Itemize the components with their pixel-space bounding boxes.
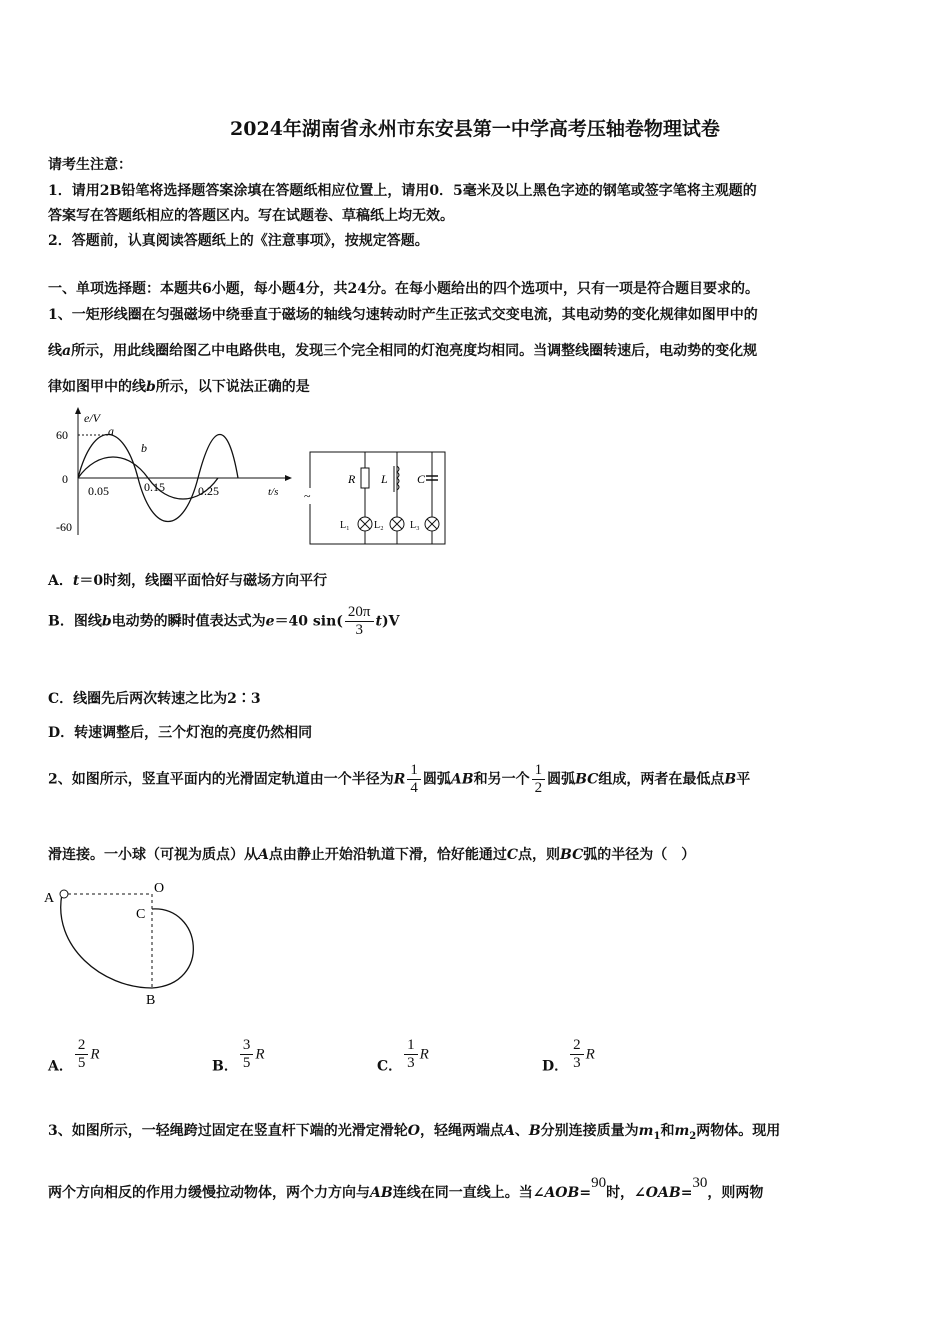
q2-option-c-num: 1 (407, 1037, 415, 1053)
q2-option-c-den: 3 (404, 1054, 418, 1072)
q3-var-m2-sub: 2 (689, 1130, 697, 1142)
q3-line1-c: 分别连接质量为 (540, 1123, 639, 1139)
q2-option-a-fraction (75, 1037, 89, 1072)
q1-option-b[interactable] (48, 604, 399, 639)
q2-option-b-label: B． (212, 1058, 238, 1075)
q2-option-d-var: R (585, 1046, 595, 1063)
q3-line1-a: 3、如图所示，一轻绳跨过固定在竖直杆下端的光滑定滑轮 (48, 1123, 408, 1139)
q2-line1 (48, 762, 750, 797)
q3-line2 (48, 1175, 764, 1202)
q3-var-AB: AB (370, 1185, 393, 1201)
q1-option-a-text: ＝0时刻，线圈平面恰好与磁场方向平行 (79, 573, 328, 589)
q3-and: 和 (660, 1123, 675, 1139)
q3-line2-d: ，则两物 (707, 1185, 764, 1201)
q2-option-d-den: 3 (570, 1054, 584, 1072)
q2-option-c[interactable] (377, 1037, 429, 1076)
q1-option-b-e: e (265, 613, 275, 630)
q2-option-d[interactable] (542, 1037, 595, 1076)
q1-graph-ytick-60: 60 (56, 428, 68, 442)
q1-line2-b: 所示，用此线圈给图乙中电路供电，发现三个完全相同的灯泡亮度均相同。当调整线圈转速后，电动势的变化规 (71, 343, 758, 359)
q1-graph-x-arrow (285, 475, 292, 481)
q1-option-b-end: )V (381, 613, 400, 630)
q1-line2-var: a (62, 343, 72, 359)
q2-fraction-half (532, 762, 546, 797)
q2-line2-a: 滑连接。一小球（可视为质点）从 (48, 847, 258, 863)
q1-option-b-num: 20π (347, 604, 371, 620)
q1-option-b-t: t (375, 613, 382, 630)
q2-var-C: C (506, 847, 519, 863)
q2-option-d-label: D． (542, 1058, 569, 1075)
q2-frac2-den: 2 (532, 779, 546, 797)
q2-figure-label-B: B (146, 993, 156, 1008)
q2-option-b-fraction (240, 1037, 254, 1072)
q3-line1-d: 两物体。现用 (696, 1123, 781, 1139)
q1-option-b-text: 电动势的瞬时值表达式为 (111, 613, 266, 630)
q2-option-b[interactable] (212, 1037, 265, 1076)
section1-heading: 一、单项选择题：本题共6小题，每小题4分，共24分。在每小题给出的四个选项中，只有一项是符合题目要求的。 (48, 281, 759, 297)
q2-option-c-var: R (419, 1046, 429, 1063)
q3-line2-c: 时，∠ (606, 1185, 646, 1201)
q1-option-b-label: B．图线 (48, 613, 102, 630)
q1-line2-a: 线 (48, 343, 62, 359)
notice-item1-line1: 1．请用2B铅笔将选择题答案涂填在答题纸相应位置上，请用0．5毫米及以上黑色字迹的钢笔或签字笔将主观题的 (48, 183, 757, 199)
q2-option-d-fraction (570, 1037, 584, 1072)
q2-fraction-quarter (407, 762, 421, 797)
q1-circuit-label-L: L (381, 472, 388, 486)
q3-line2-a: 两个方向相反的作用力缓慢拉动物体，两个力方向与 (48, 1185, 370, 1201)
q2-var-BC-2: BC (560, 847, 584, 863)
q2-line1-e: 组成，两者在最低点 (598, 771, 725, 788)
q3-var-B: B (528, 1123, 541, 1139)
q3-var-O: O (407, 1123, 420, 1139)
q2-var-AB: AB (450, 771, 474, 788)
q2-line2-d: 弧的半径为（ ） (583, 847, 696, 863)
q2-option-a-label: A． (48, 1058, 73, 1075)
q1-option-b-var: b (101, 613, 112, 630)
q3-sep: 、 (514, 1123, 529, 1139)
q1-option-a-var: t (72, 573, 80, 589)
q1-circuit-lamp1 (358, 517, 372, 531)
notice-heading: 请考生注意： (48, 157, 132, 173)
q3-line1 (48, 1120, 780, 1142)
q1-graph-y-label: e/V (84, 411, 100, 425)
q3-var-A: A (503, 1123, 515, 1139)
q1-line3 (48, 376, 310, 396)
q3-var-m1-sub: 1 (653, 1130, 661, 1142)
q2-option-b-den: 5 (240, 1054, 254, 1072)
q1-circuit-label-L1: L₁ (340, 520, 350, 531)
q1-option-b-fraction (345, 604, 374, 639)
q3-var-AOB: AOB (544, 1185, 580, 1201)
q1-graph (48, 405, 298, 545)
q2-line1-b: 圆弧 (422, 771, 451, 788)
q1-circuit-label-L3: L₃ (410, 520, 420, 531)
q1-option-a-label: A． (48, 573, 73, 589)
notice-item2: 2．答题前，认真阅读答题纸上的《注意事项》，按规定答题。 (48, 233, 429, 249)
q1-line1: 1、一矩形线圈在匀强磁场中绕垂直于磁场的轴线匀速转动时产生正弦式交变电流，其电动势的变化规律如图甲中的 (48, 307, 758, 323)
q2-line1-d: 圆弧 (547, 771, 576, 788)
q1-circuit-resistor (361, 468, 369, 488)
q1-graph-label-b: b (141, 441, 147, 455)
q2-option-a-var: R (90, 1046, 100, 1063)
q2-figure-arc-BC (152, 909, 193, 988)
q2-figure-label-A: A (44, 891, 55, 906)
q2-var-A: A (258, 847, 269, 863)
q2-option-a[interactable] (48, 1037, 100, 1076)
q2-option-d-num: 2 (573, 1037, 581, 1053)
q1-option-c[interactable]: C．线圈先后两次转速之比为2∶3 (48, 691, 261, 707)
q3-angle1: 90 (591, 1175, 607, 1191)
q1-option-b-eq: ＝40 sin( (274, 613, 343, 630)
q3-line1-b: ，轻绳两端点 (419, 1123, 504, 1139)
q2-figure-ball (60, 890, 68, 898)
q1-circuit-label-L2: L₂ (374, 520, 384, 531)
q2-frac1-den: 4 (407, 779, 421, 797)
q1-circuit (300, 440, 460, 552)
q2-line1-c: 和另一个 (473, 771, 530, 788)
q2-line2 (48, 844, 695, 864)
q1-circuit-lamp3 (425, 517, 439, 531)
q3-var-m2: m (674, 1123, 690, 1139)
q2-figure-label-C: C (136, 907, 146, 922)
q1-line3-a: 律如图甲中的线 (48, 379, 146, 395)
q2-line2-b: 点由静止开始沿轨道下滑，恰好能通过 (268, 847, 507, 863)
q1-graph-x-label: t/s (268, 486, 279, 498)
q2-option-a-num: 2 (77, 1037, 86, 1053)
q1-graph-xtick-015: 0.15 (144, 480, 165, 494)
q1-line3-var: b (146, 379, 156, 395)
q2-frac2-num: 1 (534, 762, 543, 778)
q3-eq1: = (579, 1185, 592, 1201)
q2-var-BC: BC (575, 771, 599, 788)
q2-line1-f: 平 (736, 771, 751, 788)
q1-line2 (48, 340, 757, 360)
q3-var-m1: m (638, 1123, 654, 1139)
q1-graph-xtick-005: 0.05 (88, 484, 109, 498)
q1-line3-b: 所示，以下说法正确的是 (155, 379, 310, 395)
q3-angle2: 30 (692, 1175, 708, 1191)
page-title: 2024年湖南省永州市东安县第一中学高考压轴卷物理试卷 (230, 118, 720, 140)
q2-option-b-num: 3 (242, 1037, 251, 1053)
q1-graph-xtick-025: 0.25 (198, 484, 219, 498)
q2-var-B: B (724, 771, 737, 788)
q3-line2-b: 连线在同一直线上。当∠ (392, 1185, 545, 1201)
notice-item1-line2: 答案写在答题纸相应的答题区内。写在试题卷、草稿纸上均无效。 (48, 208, 454, 224)
q2-line1-a: 2、如图所示，竖直平面内的光滑固定轨道由一个半径为 (48, 771, 394, 788)
q1-graph-ytick-neg60: -60 (56, 520, 72, 534)
q2-option-a-den: 5 (75, 1054, 89, 1072)
q2-option-c-label: C． (377, 1058, 403, 1075)
q2-frac1-num: 1 (410, 762, 418, 778)
q1-option-a[interactable] (48, 570, 327, 590)
q1-circuit-label-C: C (417, 472, 426, 486)
q2-line2-c: 点，则 (518, 847, 561, 863)
q1-option-d[interactable]: D．转速调整后，三个灯泡的亮度仍然相同 (48, 725, 313, 741)
q1-graph-label-a: a (108, 424, 114, 438)
q2-figure-label-O: O (154, 881, 165, 896)
q2-option-c-fraction (404, 1037, 418, 1072)
q1-option-b-den: 3 (345, 621, 374, 639)
q1-circuit-source: ~ (304, 489, 311, 503)
q1-graph-ytick-0: 0 (62, 472, 68, 486)
q1-circuit-lamp2 (390, 517, 404, 531)
q3-var-OAB: OAB (645, 1185, 681, 1201)
q1-circuit-label-R: R (348, 472, 356, 486)
q1-graph-y-arrow (75, 407, 81, 414)
q2-option-b-var: R (255, 1046, 265, 1063)
q2-figure (42, 876, 212, 1011)
q3-eq2: = (680, 1185, 693, 1201)
q2-var-R: R (393, 771, 406, 788)
